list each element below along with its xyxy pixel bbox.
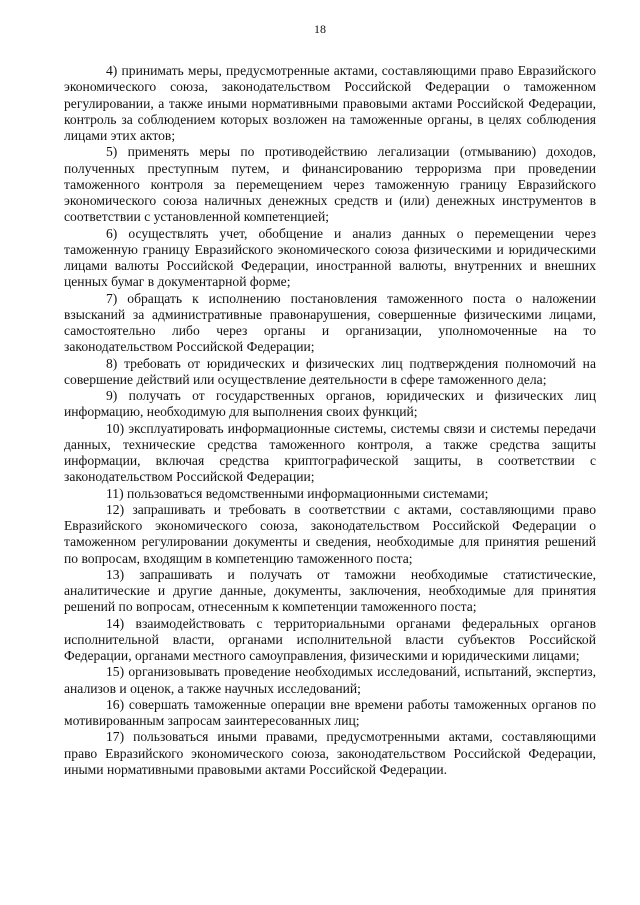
page-number: 18 [314, 22, 326, 36]
paragraph-item-12: 12) запрашивать и требовать в соответствии с актами, составляющими право Евразийского экономического союза, законодательством Российской Федерации о таможенном регулировании документы и сведения, необходимые для принятия решений по вопросам, входящим в компетенцию таможенного поста; [64, 501, 596, 566]
paragraph-item-15: 15) организовывать проведение необходимых исследований, испытаний, экспертиз, анализов и оценок, а также научных исследований; [64, 664, 596, 696]
paragraph-item-9: 9) получать от государственных органов, юридических и физических лиц информацию, необходимую для выполнения своих функций; [64, 388, 596, 420]
paragraph-item-6: 6) осуществлять учет, обобщение и анализ данных о перемещении через таможенную границу Евразийского экономического союза физическими и юридическими лицами валюты Российской Федерации, иностранной валюты, внутренних и внешних ценных бумаг в документарной форме; [64, 225, 596, 290]
paragraph-item-8: 8) требовать от юридических и физических лиц подтверждения полномочий на совершение действий или осуществление деятельности в сфере таможенного дела; [64, 355, 596, 387]
paragraph-item-13: 13) запрашивать и получать от таможни необходимые статистические, аналитические и другие данные, документы, заключения, необходимые для принятия решений по вопросам, отнесенным к компетенции таможенного поста; [64, 566, 596, 615]
paragraph-item-5: 5) применять меры по противодействию легализации (отмыванию) доходов, полученных преступным путем, и финансированию терроризма при проведении таможенного контроля за перемещением через таможенную границу Евразийского экономического союза наличных денежных средств и (или) денежных инструментов в соответствии с установленной компетенцией; [64, 144, 596, 225]
document-body [64, 63, 596, 778]
paragraph-item-17: 17) пользоваться иными правами, предусмотренными актами, составляющими право Евразийского экономического союза, законодательством Российской Федерации, иными нормативными правовыми актами Российской Федерации. [64, 729, 596, 777]
paragraph-item-16: 16) совершать таможенные операции вне времени работы таможенных органов по мотивированным запросам заинтересованных лиц; [64, 696, 596, 728]
paragraph-item-10: 10) эксплуатировать информационные системы, системы связи и системы передачи данных, технические средства таможенного контроля, а также средства защиты информации, включая средства криптографической защиты, в соответствии с законодательством Российской Федерации; [64, 420, 596, 485]
paragraph-item-4: 4) принимать меры, предусмотренные актами, составляющими право Евразийского экономического союза, законодательством Российской Федерации о таможенном регулировании, а также иными нормативными правовыми актами Российской Федерации, контроль за соблюдением которых возложен на таможенные органы, в целях соблюдения лицами этих актов; [64, 63, 596, 143]
paragraph-item-14: 14) взаимодействовать с территориальными органами федеральных органов исполнительной власти, органами исполнительной власти субъектов Российской Федерации, органами местного самоуправления, физическими и юридическими лицами; [64, 615, 596, 663]
paragraph-item-11: 11) пользоваться ведомственными информационными системами; [106, 485, 489, 501]
paragraph-item-7: 7) обращать к исполнению постановления таможенного поста о наложении взысканий за административные правонарушения, совершенные физическими лицами, самостоятельно либо через органы и организации, уполномоченные на то законодательством Российской Федерации; [64, 290, 596, 355]
